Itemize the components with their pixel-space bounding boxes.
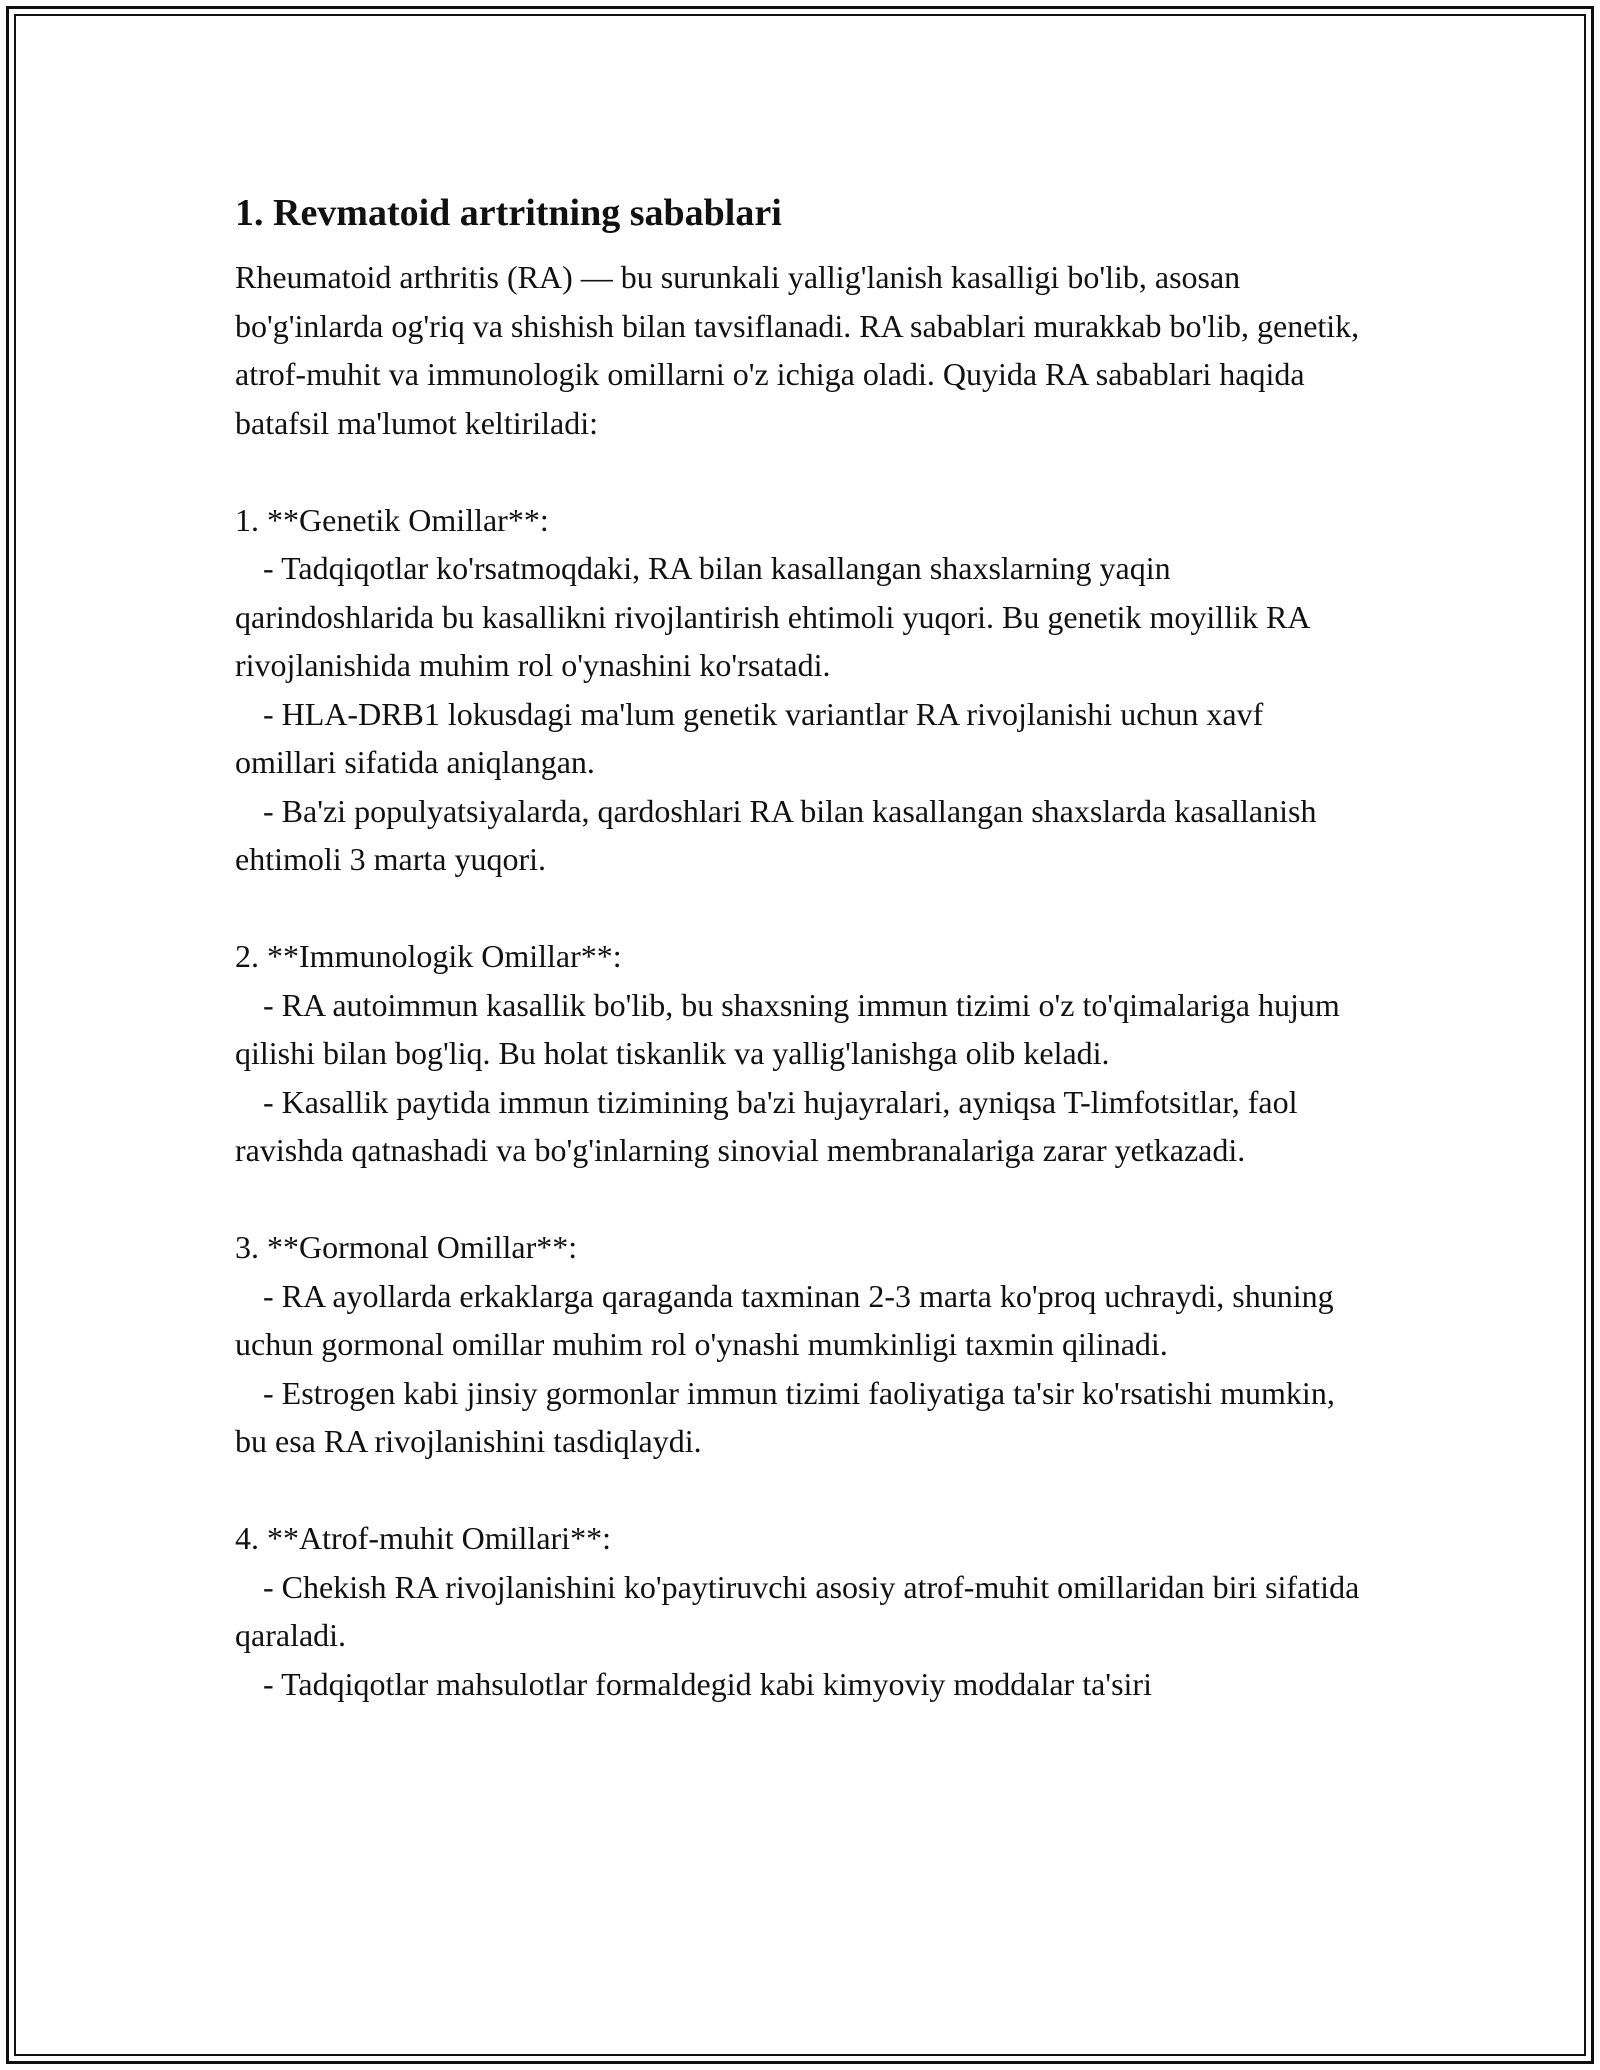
document-title: 1. Revmatoid artritning sabablari: [235, 192, 782, 234]
list-item: - Tadqiqotlar ko'rsatmoqdaki, RA bilan kasallangan shaxslarning yaqin qarindoshlarida bu kasallikni rivojlantirish ehtimoli yuqori. Bu genetik moyillik RA rivojlanishida muhim rol o'ynashini ko'rsatadi.: [235, 550, 1309, 683]
list-item: - HLA-DRB1 lokusdagi ma'lum genetik variantlar RA rivojlanishi uchun xavf omillari sifatida aniqlangan.: [235, 695, 1264, 780]
section-hormonal: [235, 1223, 1365, 1466]
list-item: - RA autoimmun kasallik bo'lib, bu shaxsning immun tizimi o'z to'qimalariga hujum qilishi bilan bog'liq. Bu holat tiskanlik va yallig'lanishga olib keladi.: [235, 986, 1340, 1071]
document-body: [235, 185, 1368, 1708]
section-immunological: [235, 932, 1365, 1175]
section-heading: 1. **Genetik Omillar**:: [235, 501, 549, 538]
section-heading: 2. **Immunologik Omillar**:: [235, 938, 622, 974]
list-item: - Ba'zi populyatsiyalarda, qardoshlari RA bilan kasallangan shaxslarda kasallanish ehtimoli 3 marta yuqori.: [235, 792, 1317, 877]
section-environmental: [235, 1514, 1365, 1708]
section-heading: 3. **Gormonal Omillar**:: [235, 1229, 578, 1265]
list-item: - Chekish RA rivojlanishini ko'paytiruvchi asosiy atrof-muhit omillaridan biri sifatida qaraladi.: [235, 1568, 1360, 1653]
section-genetic: [235, 496, 1365, 884]
list-item: - RA ayollarda erkaklarga qaraganda taxminan 2-3 marta ko'proq uchraydi, shuning uchun gormonal omillar muhim rol o'ynashi mumkinligi taxmin qilinadi.: [235, 1277, 1334, 1362]
list-item: - Kasallik paytida immun tizimining ba'zi hujayralari, ayniqsa T-limfotsitlar, faol ravishda qatnashadi va bo'g'inlarning sinovial membranalariga zarar yetkazadi.: [235, 1083, 1298, 1168]
list-item: - Tadqiqotlar mahsulotlar formaldegid kabi kimyoviy moddalar ta'siri: [263, 1665, 1152, 1702]
list-item: - Estrogen kabi jinsiy gormonlar immun tizimi faoliyatiga ta'sir ko'rsatishi mumkin, bu esa RA rivojlanishini tasdiqlaydi.: [235, 1374, 1335, 1459]
intro-paragraph: Rheumatoid arthritis (RA) — bu surunkali yallig'lanish kasalligi bo'lib, asosan bo'g'inlarda og'riq va shishish bilan tavsiflanadi. RA sabablari murakkab bo'lib, genetik, atrof-muhit va immunologik omillarni o'z ichiga oladi. Quyida RA sabablari haqida batafsil ma'lumot keltiriladi:: [235, 259, 1368, 441]
section-heading: 4. **Atrof-muhit Omillari**:: [235, 1520, 611, 1556]
